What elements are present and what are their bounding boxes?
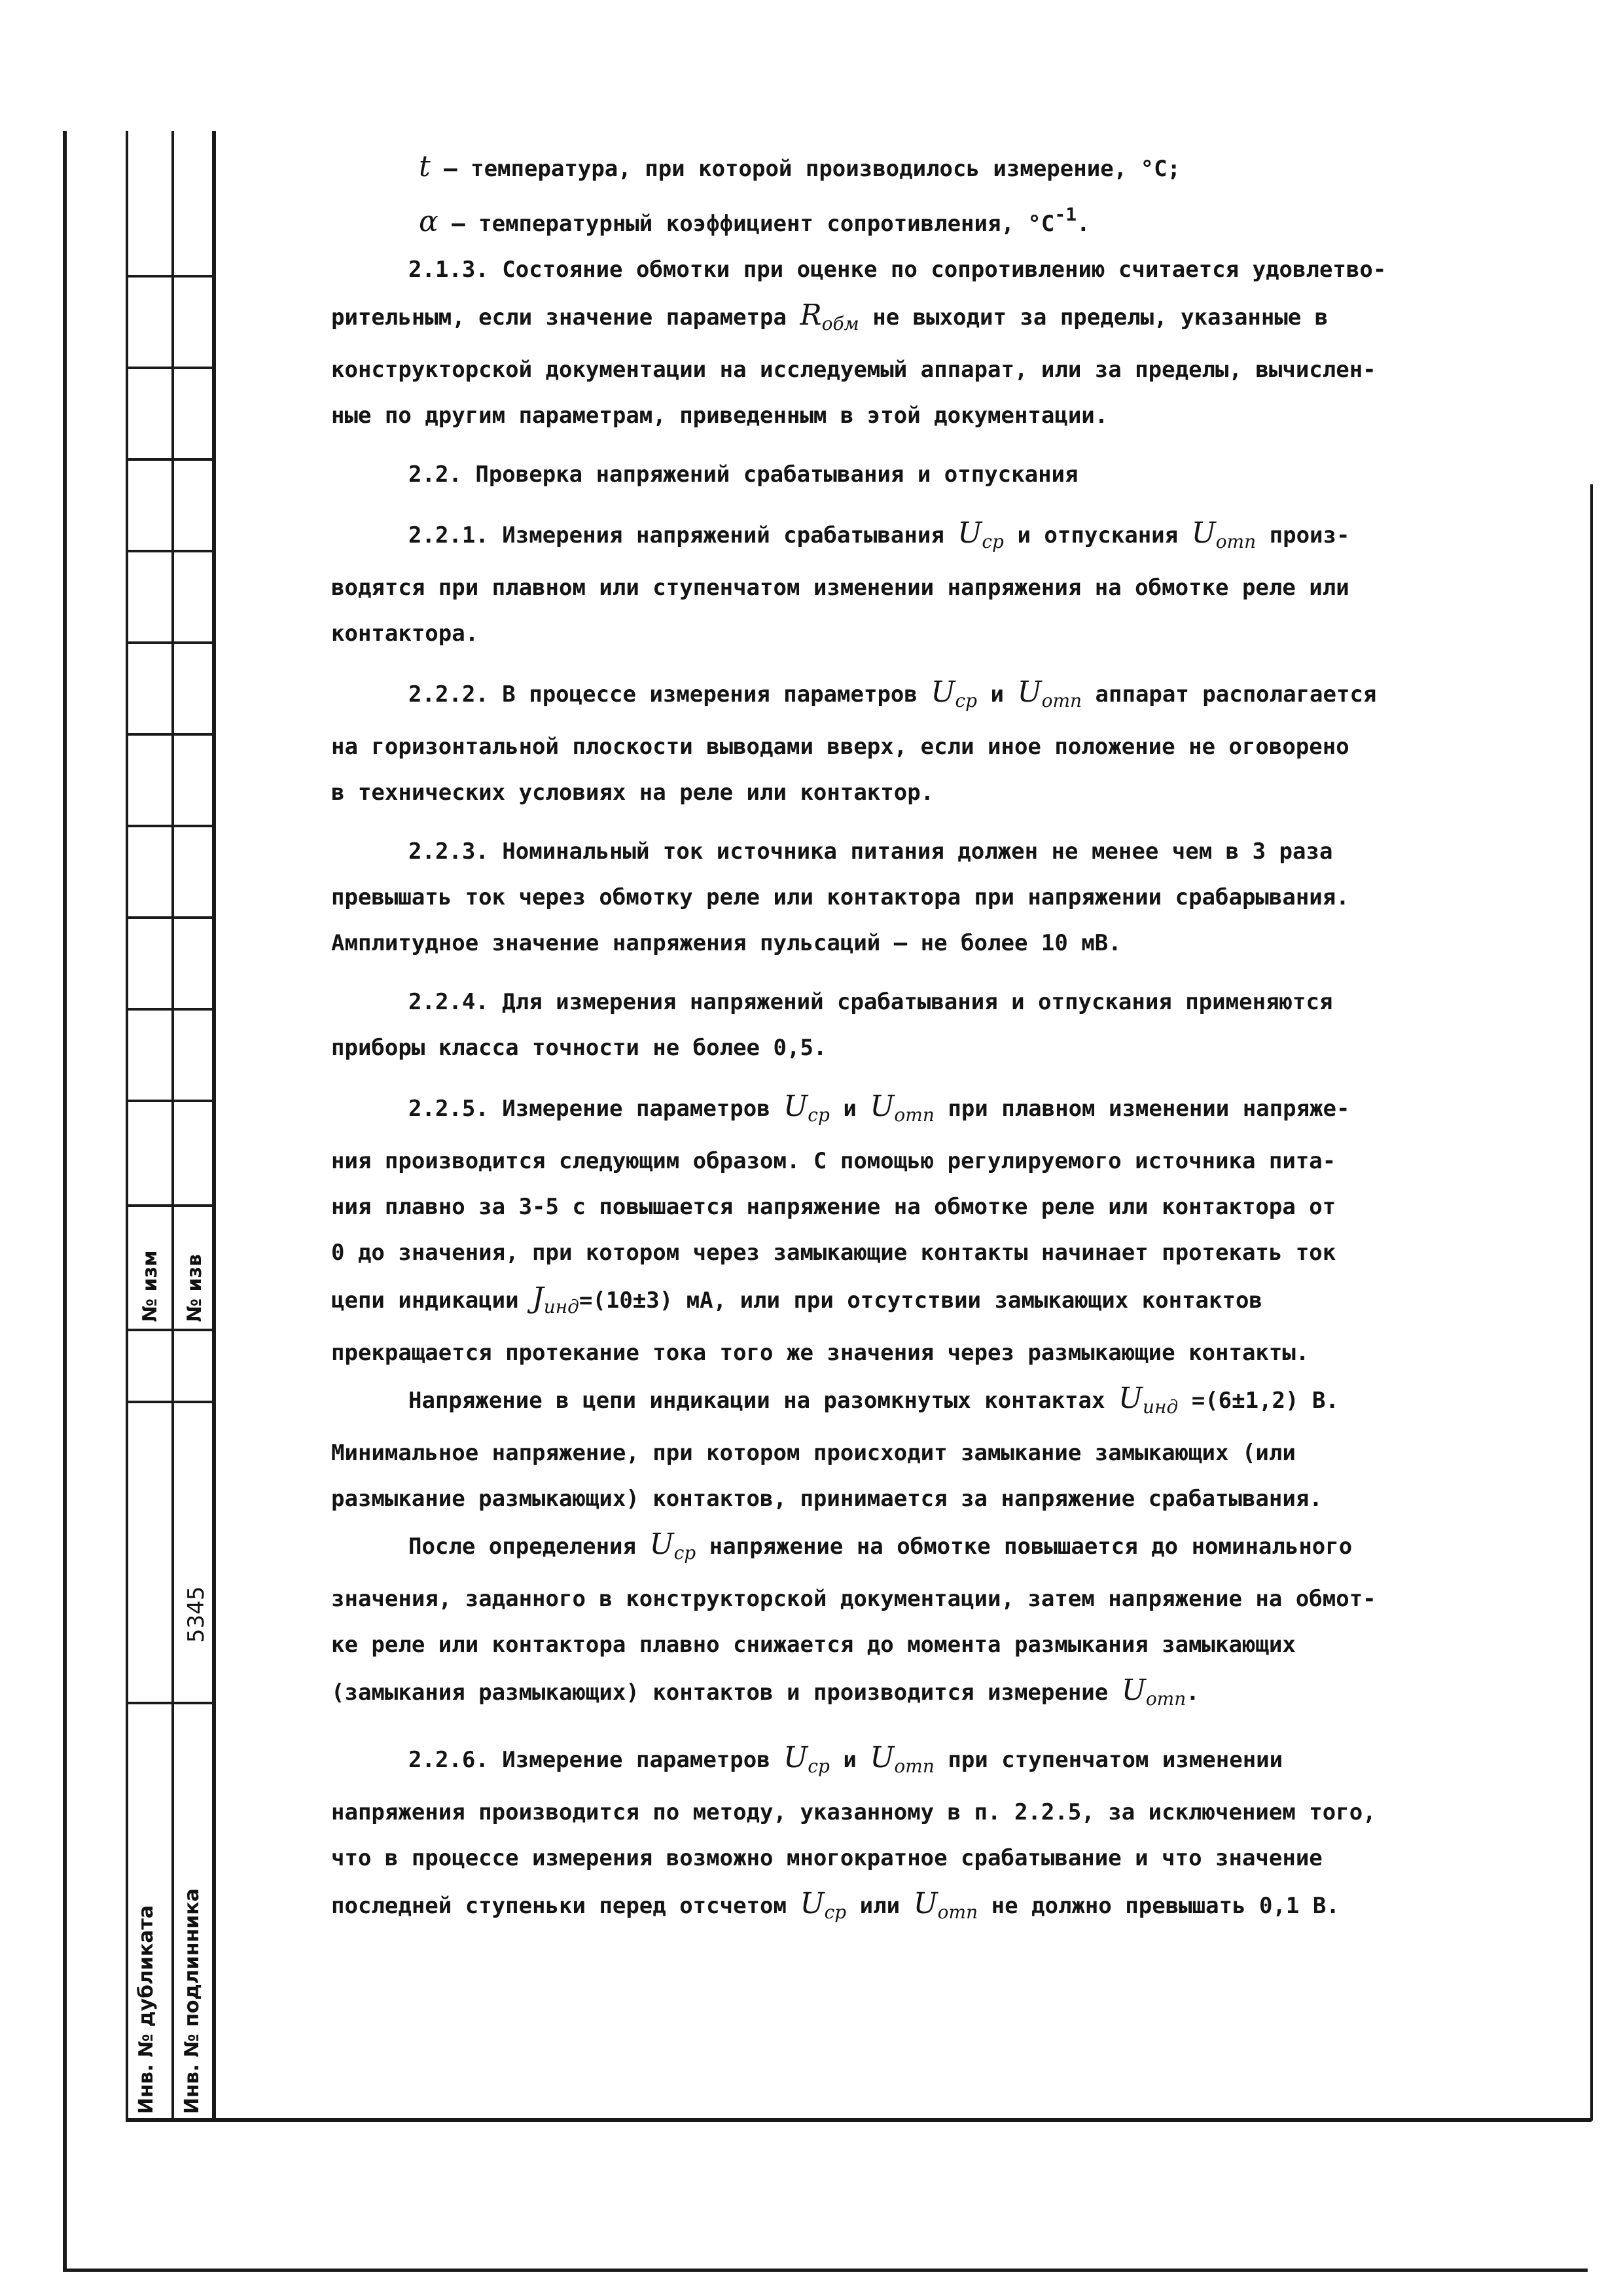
frame-stamp-col-2 bbox=[171, 131, 174, 2121]
symbol-alpha: α bbox=[419, 205, 438, 238]
line bbox=[331, 1376, 1575, 1430]
text-run: (замыкания размыкающих) контактов и производится измерение bbox=[331, 1679, 1109, 1706]
line: что в процессе измерения возможно многократное срабатывание и что значение bbox=[331, 1845, 1323, 1871]
line bbox=[331, 670, 1575, 724]
line: на горизонтальной плоскости выводами вверх, если иное положение не оговорено bbox=[331, 734, 1349, 760]
unit: °C bbox=[1027, 211, 1055, 237]
stamp-rule bbox=[126, 916, 215, 919]
text-run: 2.2.6. Измерение параметров bbox=[408, 1747, 770, 1773]
symbol-subscript: ср bbox=[955, 690, 978, 711]
body-text bbox=[331, 144, 1575, 1935]
frame-stamp-col-1 bbox=[126, 131, 128, 2121]
text-run: и отпускания bbox=[1017, 522, 1179, 548]
symbol-U-cp bbox=[783, 1090, 830, 1126]
frame-right bbox=[1590, 484, 1593, 2121]
line: напряжения производится по методу, указанному в п. 2.2.5, за исключением того, bbox=[331, 1799, 1376, 1825]
symbol-U-cp bbox=[957, 516, 1004, 550]
text-run: при плавном изменении напряже- bbox=[948, 1096, 1350, 1122]
line bbox=[331, 511, 1575, 565]
text-run: или bbox=[859, 1893, 901, 1919]
symbol-letter: U bbox=[870, 1741, 895, 1774]
stamp-label-izv: № изв bbox=[183, 1254, 206, 1322]
frame-bottom-outer bbox=[63, 2269, 1588, 2272]
line: конструкторской документации на исследуемый аппарат, или за пределы, вычислен- bbox=[331, 357, 1376, 383]
stamp-rule bbox=[126, 550, 215, 552]
line: ния плавно за 3-5 с повышается напряжение на обмотке реле или контактора от bbox=[331, 1194, 1336, 1220]
symbol-subscript: ср bbox=[673, 1542, 696, 1564]
symbol-letter: U bbox=[913, 1887, 938, 1920]
line: (замыкания размыкающих) контактов и производится измерение $U_{отп}$. bbox=[331, 1674, 1200, 1710]
line bbox=[331, 1276, 1575, 1330]
text-run: – температура, при которой производилось измерение, °C; bbox=[444, 156, 1181, 182]
symbol-subscript: отп bbox=[1145, 1688, 1186, 1710]
text-run: не выходит за пределы, указанные в bbox=[872, 304, 1329, 331]
text-run: аппарат располагается bbox=[1095, 681, 1377, 708]
stamp-rule bbox=[126, 733, 215, 736]
symbol-letter: U bbox=[1017, 675, 1042, 709]
symbol-subscript: отп bbox=[894, 1755, 935, 1777]
stamp-rule bbox=[126, 641, 215, 644]
symbol-U-ind bbox=[1118, 1382, 1179, 1418]
text-run: 2.2.5. Измерение параметров bbox=[408, 1096, 770, 1122]
unit-exponent: -1 bbox=[1054, 204, 1077, 225]
symbol-subscript: отп bbox=[1215, 531, 1257, 552]
line: превышать ток через обмотку реле или контактора при напряжении срабарывания. bbox=[331, 884, 1349, 910]
text-run: при ступенчатом изменении bbox=[948, 1747, 1283, 1773]
symbol-U-otp bbox=[913, 1887, 978, 1923]
symbol-U-cp bbox=[931, 675, 977, 709]
symbol-letter: J bbox=[532, 1282, 544, 1315]
stamp-rule bbox=[126, 825, 215, 827]
line: 2.1.3. Состояние обмотки при оценке по сопротивлению считается удовлетво- bbox=[408, 257, 1387, 283]
line bbox=[331, 1735, 1575, 1789]
text-run: не должно превышать 0,1 В. bbox=[991, 1893, 1340, 1919]
symbol-letter: R bbox=[800, 298, 822, 332]
symbol-R bbox=[800, 298, 859, 332]
stamp-label-podlinnika: Инв. № подлинника bbox=[181, 1888, 204, 2114]
symbol-U-otp bbox=[870, 1090, 935, 1126]
line: ные по другим параметрам, приведенным в этой документации. bbox=[331, 403, 1109, 429]
line bbox=[331, 1522, 1575, 1576]
text-run: =(10±3) мА, или при отсутствии замыкающих контактов bbox=[579, 1287, 1262, 1314]
text-run: Напряжение в цепи индикации на разомкнутых контактах bbox=[408, 1388, 1105, 1414]
symbol-U-otp bbox=[870, 1741, 935, 1777]
stamp-rule bbox=[126, 1008, 215, 1011]
text-run: и bbox=[990, 681, 1005, 708]
symbol-letter: U bbox=[1191, 516, 1216, 550]
line: контактора. bbox=[331, 620, 479, 647]
text-run: – температурный коэффициент сопротивления, bbox=[452, 211, 1014, 237]
symbol-letter: U bbox=[649, 1528, 674, 1561]
symbol-U-otp bbox=[1121, 1674, 1186, 1710]
text-run: цепи индикации bbox=[331, 1287, 519, 1314]
stamp-label-izm: № изм bbox=[139, 1250, 162, 1322]
line bbox=[331, 1084, 1575, 1138]
line: Амплитудное значение напряжения пульсаций – не более 10 мВ. bbox=[331, 930, 1122, 956]
stamp-label-dublikata: Инв. № дубликата bbox=[135, 1905, 158, 2114]
stamp-rule bbox=[126, 458, 215, 461]
line: 0 до значения, при котором через замыкающие контакты начинает протекать ток bbox=[331, 1240, 1336, 1266]
symbol-subscript: инд bbox=[543, 1296, 579, 1318]
symbol-subscript: ср bbox=[808, 1755, 830, 1777]
symbol-letter: U bbox=[870, 1090, 895, 1123]
line: значения, заданного в конструкторской документации, затем напряжение на обмот- bbox=[331, 1586, 1376, 1612]
symbol-subscript: ср bbox=[808, 1104, 830, 1126]
symbol-J-ind bbox=[532, 1282, 579, 1318]
symbol-U-cp bbox=[783, 1741, 830, 1777]
line: ния производится следующим образом. С помощью регулируемого источника пита- bbox=[331, 1148, 1336, 1174]
text-run: После определения bbox=[408, 1534, 636, 1560]
line: Минимальное напряжение, при котором происходит замыкание замыкающих (или bbox=[331, 1440, 1296, 1466]
text-run: последней ступеньки перед отсчетом bbox=[331, 1893, 787, 1919]
symbol-subscript: отп bbox=[937, 1901, 978, 1923]
frame-main-left bbox=[212, 131, 216, 2121]
line: в технических условиях на реле или контактор. bbox=[331, 780, 935, 806]
stamp-rule bbox=[126, 275, 215, 278]
text-run: рительным, если значение параметра bbox=[331, 304, 787, 331]
symbol-letter: U bbox=[800, 1887, 825, 1920]
symbol-subscript: отп bbox=[894, 1104, 935, 1126]
symbol-subscript: инд bbox=[1143, 1396, 1179, 1418]
text-run: и bbox=[843, 1096, 857, 1122]
symbol-letter: U bbox=[783, 1090, 808, 1123]
line: α – температурный коэффициент сопротивления, $^\circ C^{-1}$. bbox=[419, 204, 1090, 238]
line bbox=[331, 293, 1575, 347]
symbol-subscript: отп bbox=[1041, 690, 1082, 711]
symbol-U-cp bbox=[800, 1887, 847, 1923]
stamp-rule bbox=[126, 1204, 215, 1207]
text-run: 2.2.2. В процессе измерения параметров bbox=[408, 681, 918, 708]
stamp-rule bbox=[126, 1401, 215, 1403]
line: прекращается протекание тока того же значения через размыкающие контакты. bbox=[331, 1340, 1310, 1366]
symbol-U-otp bbox=[1192, 516, 1257, 550]
symbol-t: t bbox=[419, 150, 431, 183]
symbol-subscript: ср bbox=[982, 531, 1004, 552]
symbol-letter: U bbox=[931, 675, 955, 709]
section-heading: 2.2. Проверка напряжений срабатывания и отпускания bbox=[408, 461, 1079, 488]
text-run: и bbox=[843, 1747, 857, 1773]
line bbox=[331, 144, 1575, 192]
text-run: произ- bbox=[1269, 522, 1350, 548]
symbol-letter: U bbox=[783, 1741, 808, 1774]
stamp-inv-number: 5345 bbox=[183, 1586, 209, 1643]
line: ке реле или контактора плавно снижается до момента размыкания замыкающих bbox=[331, 1632, 1296, 1658]
line: 2.2.4. Для измерения напряжений срабатывания и отпускания применяются bbox=[408, 989, 1333, 1015]
stamp-rule bbox=[126, 1702, 215, 1704]
stamp-rule bbox=[126, 1100, 215, 1102]
frame-left-outer bbox=[63, 131, 67, 2271]
stamp-rule bbox=[126, 367, 215, 369]
text-run: напряжение на обмотке повышается до номинального bbox=[709, 1534, 1353, 1560]
line: водятся при плавном или ступенчатом изменении напряжения на обмотке реле или bbox=[331, 575, 1349, 601]
symbol-letter: U bbox=[1121, 1674, 1146, 1707]
line bbox=[331, 1881, 1575, 1935]
frame-bottom-inner bbox=[126, 2118, 1592, 2122]
symbol-U-otp bbox=[1018, 675, 1082, 709]
line: приборы класса точности не более 0,5. bbox=[331, 1035, 827, 1061]
symbol-subscript: обм bbox=[821, 313, 859, 334]
line: размыкание размыкающих) контактов, принимается за напряжение срабатывания. bbox=[331, 1486, 1323, 1512]
symbol-subscript: ср bbox=[824, 1901, 847, 1923]
stamp-rule bbox=[126, 1329, 215, 1331]
symbol-letter: U bbox=[1118, 1382, 1143, 1415]
text-run: =(6±1,2) В. bbox=[1191, 1388, 1339, 1414]
symbol-letter: U bbox=[957, 516, 982, 550]
text-run: 2.2.1. Измерения напряжений срабатывания bbox=[408, 522, 944, 548]
line: 2.2.3. Номинальный ток источника питания должен не менее чем в 3 раза bbox=[408, 838, 1333, 865]
symbol-U-cp bbox=[649, 1528, 696, 1564]
